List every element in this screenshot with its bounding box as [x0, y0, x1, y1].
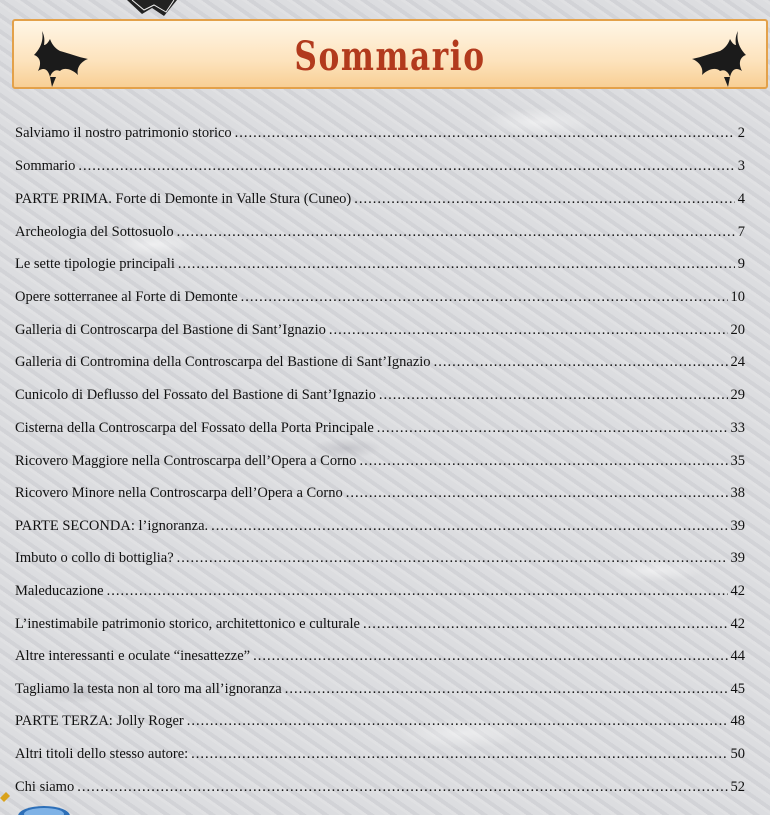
toc-entry-title: Maleducazione [15, 583, 104, 599]
page-title: Sommario [294, 33, 486, 80]
title-banner [12, 19, 768, 89]
toc-entry[interactable] [15, 125, 745, 145]
toc-entry-page: 42 [730, 616, 745, 632]
toc-entry-page: 33 [730, 420, 745, 436]
toc-leader-dots [235, 125, 735, 142]
toc-entry-title: Salviamo il nostro patrimonio storico [15, 125, 232, 141]
toc-entry-title: Opere sotterranee al Forte di Demonte [15, 289, 238, 305]
toc-leader-dots [191, 746, 727, 763]
toc-entry[interactable] [15, 616, 745, 636]
toc-entry-title: PARTE PRIMA. Forte di Demonte in Valle Stura (Cuneo) [15, 191, 352, 207]
toc-leader-dots [329, 322, 728, 339]
toc-entry-title: Galleria di Contromina della Controscarpa del Bastione di Sant’Ignazio [15, 354, 431, 370]
toc-entry-page: 39 [730, 550, 745, 566]
toc-entry[interactable] [15, 420, 745, 440]
toc-leader-dots [77, 779, 727, 796]
toc-entry-title: Le sette tipologie principali [15, 256, 175, 272]
toc-entry-title: Ricovero Minore nella Controscarpa dell’Opera a Corno [15, 485, 343, 501]
toc-entry-title: Ricovero Maggiore nella Controscarpa dell’Opera a Corno [15, 453, 357, 469]
toc-leader-dots [434, 354, 728, 371]
toc-leader-dots [359, 453, 727, 470]
toc-leader-dots [379, 387, 728, 404]
toc-entry[interactable] [15, 681, 745, 701]
toc-entry[interactable] [15, 387, 745, 407]
toc-entry[interactable] [15, 224, 745, 244]
toc-entry-title: Cunicolo di Deflusso del Fossato del Bastione di Sant’Ignazio [15, 387, 376, 403]
toc-entry[interactable] [15, 713, 745, 733]
toc-leader-dots [177, 550, 728, 567]
toc-entry-title: PARTE SECONDA: l’ignoranza. [15, 518, 209, 534]
toc-leader-dots [354, 191, 735, 208]
toc-entry-page: 44 [730, 648, 745, 664]
toc-entry-page: 10 [730, 289, 745, 305]
toc-entry-page: 50 [730, 746, 745, 762]
toc-leader-dots [363, 616, 728, 633]
toc-entry[interactable] [15, 354, 745, 374]
toc-entry-title: Imbuto o collo di bottiglia? [15, 550, 174, 566]
toc-entry-title: Sommario [15, 158, 76, 174]
toc-leader-dots [187, 713, 728, 730]
toc-entry[interactable] [15, 583, 745, 603]
toc-entry-title: PARTE TERZA: Jolly Roger [15, 713, 184, 729]
toc-entry-page: 42 [730, 583, 745, 599]
toc-entry[interactable] [15, 322, 745, 342]
toc-leader-dots [377, 420, 728, 437]
toc-entry-page: 39 [730, 518, 745, 534]
toc-leader-dots [253, 648, 727, 665]
toc-leader-dots [241, 289, 728, 306]
toc-leader-dots [285, 681, 728, 698]
toc-entry-page: 45 [730, 681, 745, 697]
toc-entry-title: Archeologia del Sottosuolo [15, 224, 174, 240]
toc-entry-page: 52 [730, 779, 745, 795]
toc-entry-title: L’inestimabile patrimonio storico, architettonico e culturale [15, 616, 360, 632]
toc-entry[interactable] [15, 289, 745, 309]
toc-entry-page: 2 [737, 125, 745, 141]
toc-entry[interactable] [15, 550, 745, 570]
toc-leader-dots [78, 158, 734, 175]
toc-entry[interactable] [15, 256, 745, 276]
toc-entry-title: Cisterna della Controscarpa del Fossato della Porta Principale [15, 420, 374, 436]
toc-entry[interactable] [15, 518, 745, 538]
toc-entry-page: 4 [737, 191, 745, 207]
toc-entry[interactable] [15, 453, 745, 473]
toc-leader-dots [346, 485, 728, 502]
toc-entry-page: 7 [737, 224, 745, 240]
toc-entry[interactable] [15, 746, 745, 766]
toc-entry-page: 35 [730, 453, 745, 469]
toc-entry[interactable] [15, 191, 745, 211]
toc-leader-dots [177, 224, 735, 241]
toc-entry-page: 3 [737, 158, 745, 174]
toc-leader-dots [178, 256, 735, 273]
toc-leader-dots [107, 583, 728, 600]
toc-entry-page: 20 [730, 322, 745, 338]
bat-icon [690, 27, 760, 89]
bat-wing-fragment-icon [122, 0, 182, 18]
toc-leader-dots [211, 518, 727, 535]
toc-entry-title: Tagliamo la testa non al toro ma all’ignoranza [15, 681, 282, 697]
toc-entry-title: Galleria di Controscarpa del Bastione di Sant’Ignazio [15, 322, 326, 338]
toc-entry-title: Chi siamo [15, 779, 75, 795]
toc-entry-page: 29 [730, 387, 745, 403]
toc-entry-title: Altre interessanti e oculate “inesattezze” [15, 648, 251, 664]
toc-entry-page: 24 [730, 354, 745, 370]
toc-entry-page: 9 [737, 256, 745, 272]
toc-entry[interactable] [15, 158, 745, 178]
toc-entry[interactable] [15, 485, 745, 505]
toc-entry[interactable] [15, 779, 745, 799]
toc-entry[interactable] [15, 648, 745, 668]
toc-entry-title: Altri titoli dello stesso autore: [15, 746, 189, 762]
corner-decoration-icon [0, 792, 80, 815]
toc-entry-page: 38 [730, 485, 745, 501]
bat-icon [20, 27, 90, 89]
toc-entry-page: 48 [730, 713, 745, 729]
